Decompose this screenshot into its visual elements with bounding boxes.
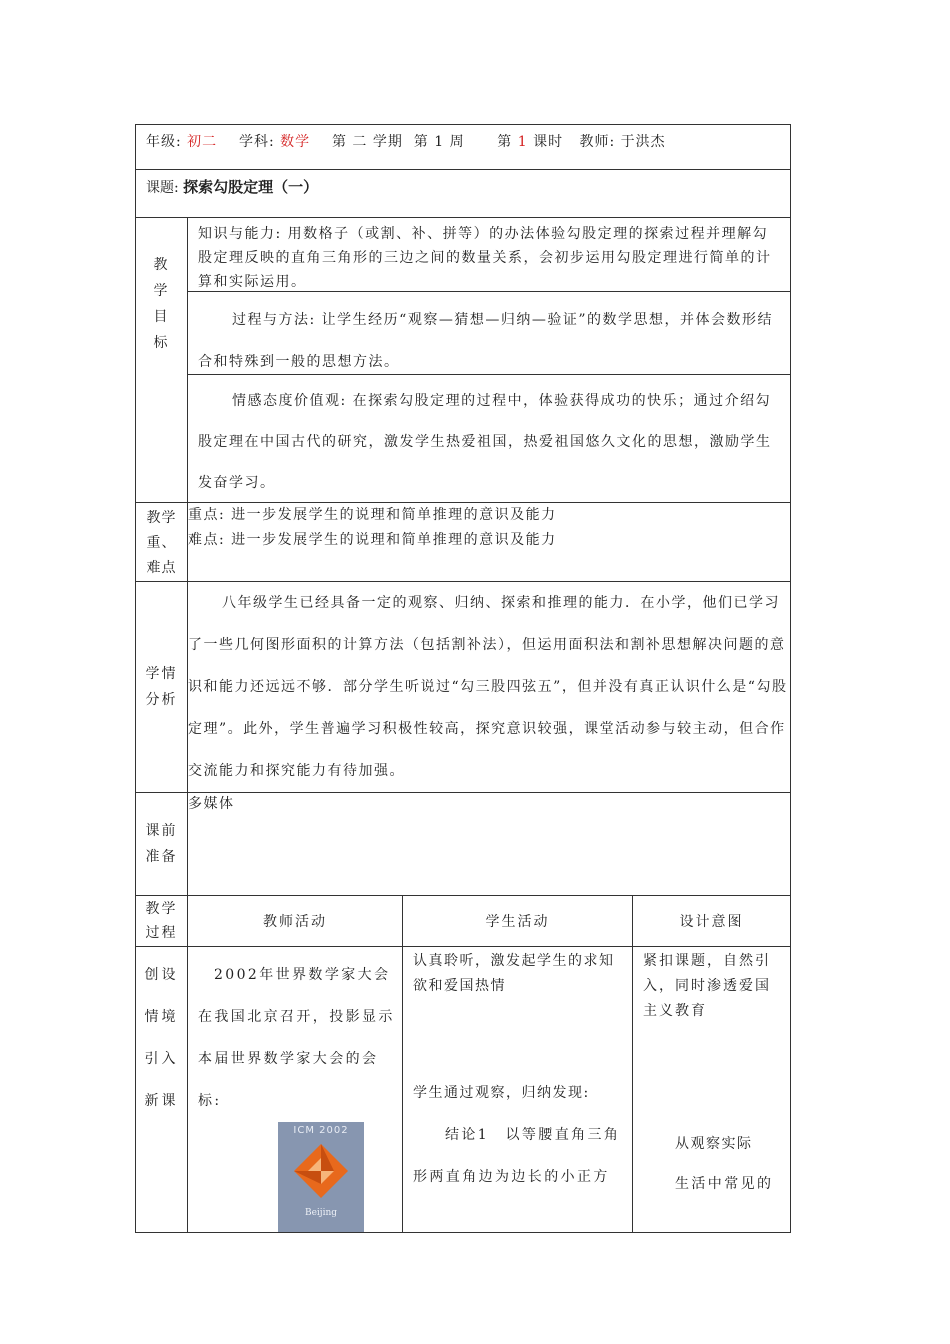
goals-label-char: 学: [153, 283, 170, 299]
stage1-label-line: 新课: [144, 1093, 179, 1109]
subject-value: 数学: [280, 134, 311, 150]
stage1-student-cell: [403, 947, 633, 1233]
analysis-label-line: 分析: [145, 692, 178, 708]
prep-label-line: 准备: [145, 849, 178, 865]
topic-title: 探索勾股定理（一）: [183, 178, 319, 196]
icm-logo-city: Beijing: [304, 1208, 338, 1218]
stage1-row: [136, 947, 791, 1233]
lesson-prefix: 第: [497, 134, 513, 150]
keypoints-label-line: 重、: [146, 535, 177, 551]
topic-row: [136, 170, 791, 218]
knowledge-goal-label: 知识与能力: [198, 226, 276, 242]
stage1-label-line: 情境: [144, 1009, 179, 1025]
semester-week: 第 二 学期 第 1 周: [331, 134, 465, 150]
prep-label-line: 课前: [145, 823, 178, 839]
topic-cell: [136, 170, 791, 218]
keypoints-label-line: 难点: [146, 560, 177, 576]
prep-value: 多媒体: [188, 793, 791, 896]
process-header-row: [136, 896, 791, 947]
goals-label-char: 标: [153, 335, 170, 351]
lesson-plan-table: [135, 124, 791, 1233]
stage1-intent-text2: 从观察实际: [675, 1136, 753, 1152]
header-cell: [136, 125, 791, 170]
teacher-label: 教师:: [579, 134, 616, 150]
teacher-name: 于洪杰: [620, 134, 666, 150]
goals-label-char: 教: [153, 257, 170, 273]
goals-label-char: 目: [153, 309, 170, 325]
process-goal-cell: [188, 292, 791, 375]
col-design-intent: 设计意图: [633, 896, 791, 947]
prep-row: [136, 793, 791, 896]
analysis-row: [136, 582, 791, 793]
subject-label: 学科:: [238, 134, 275, 150]
key-focus: 重点: 进一步发展学生的说理和简单推理的意识及能力: [188, 507, 557, 523]
goals-label: [136, 218, 188, 503]
keypoints-label: [136, 503, 188, 582]
emotion-goal-text: : 在探索勾股定理的过程中，体验获得成功的快乐；通过介绍勾股定理在中国古代的研究，激发学生热爱祖国，热爱祖国悠久文化的思想，激励学生发奋学习。: [198, 393, 772, 491]
stage1-label-line: 创设: [144, 967, 179, 983]
key-difficulty: 难点: 进一步发展学生的说理和简单推理的意识及能力: [188, 532, 557, 548]
icm-logo-image: [278, 1122, 364, 1232]
stage1-student-text3: 结论1 以等腰直角三角形两直角边为边长的小正方: [413, 1127, 621, 1185]
process-goal-label: 过程与方法: [232, 312, 310, 328]
analysis-label-line: 学情: [145, 666, 178, 682]
process-label: [136, 896, 188, 947]
keypoints-cell: [188, 503, 791, 582]
lesson-suffix: 课时: [533, 134, 564, 150]
stage1-intent-text1: 紧扣课题，自然引入，同时渗透爱国主义教育: [643, 953, 771, 1019]
knowledge-goal-text: : 用数格子（或割、补、拼等）的办法体验勾股定理的探索过程并理解勾股定理反映的直角三角形的三边之间的数量关系，会初步运用勾股定理进行简单的计算和实际运用。: [198, 226, 772, 290]
process-label-line: 教学: [145, 901, 178, 917]
stage1-label-line: 引入: [144, 1051, 179, 1067]
header-row: [136, 125, 791, 170]
emotion-goal-label: 情感态度价值观: [232, 393, 341, 409]
stage1-student-text1: 认真聆听，激发起学生的求知欲和爱国热情: [413, 953, 615, 994]
stage1-teacher-cell: [188, 947, 403, 1233]
keypoints-row: [136, 503, 791, 582]
icm-logo-title: ICM 2002: [293, 1125, 349, 1136]
grade-label: 年级:: [146, 134, 182, 150]
grade-value: 初二: [187, 134, 218, 150]
col-student-activity: 学生活动: [403, 896, 633, 947]
process-label-line: 过程: [145, 925, 178, 941]
emotion-goal-cell: [188, 375, 791, 503]
prep-label: [136, 793, 188, 896]
goals-row-emotion: [136, 375, 791, 503]
stage1-label: [136, 947, 188, 1233]
stage1-intent-text3: 生活中常见的: [675, 1176, 774, 1192]
stage1-teacher-text: 2002年世界数学家大会在我国北京召开，投影显示本届世界数学家大会的会标:: [198, 967, 395, 1109]
stage1-intent-cell: [633, 947, 791, 1233]
col-teacher-activity: 教师活动: [188, 896, 403, 947]
keypoints-label-line: 教学: [146, 510, 177, 526]
lesson-number: 1: [517, 134, 528, 150]
topic-label: 课题:: [146, 180, 179, 196]
process-goal-text: : 让学生经历“观察—猜想—归纳—验证”的数学思想，并体会数形结合和特殊到一般的思想方法。: [198, 312, 773, 370]
goals-row-knowledge: [136, 218, 791, 292]
knowledge-goal-cell: [188, 218, 791, 292]
goals-row-process: [136, 292, 791, 375]
stage1-student-text2: 学生通过观察，归纳发现:: [413, 1085, 590, 1101]
analysis-text: 八年级学生已经具备一定的观察、归纳、探索和推理的能力．在小学，他们已学习了一些几何图形面积的计算方法（包括割补法），但运用面积法和割补思想解决问题的意识和能力还远远不够．部分学生听说过“勾三股四弦五”，但并没有真正认识什么是“勾股定理”。此外，学生普遍学习积极性较高，探究意识较强，课堂活动参与较主动，但合作交流能力和探究能力有待加强。: [188, 582, 791, 793]
analysis-label: [136, 582, 188, 793]
